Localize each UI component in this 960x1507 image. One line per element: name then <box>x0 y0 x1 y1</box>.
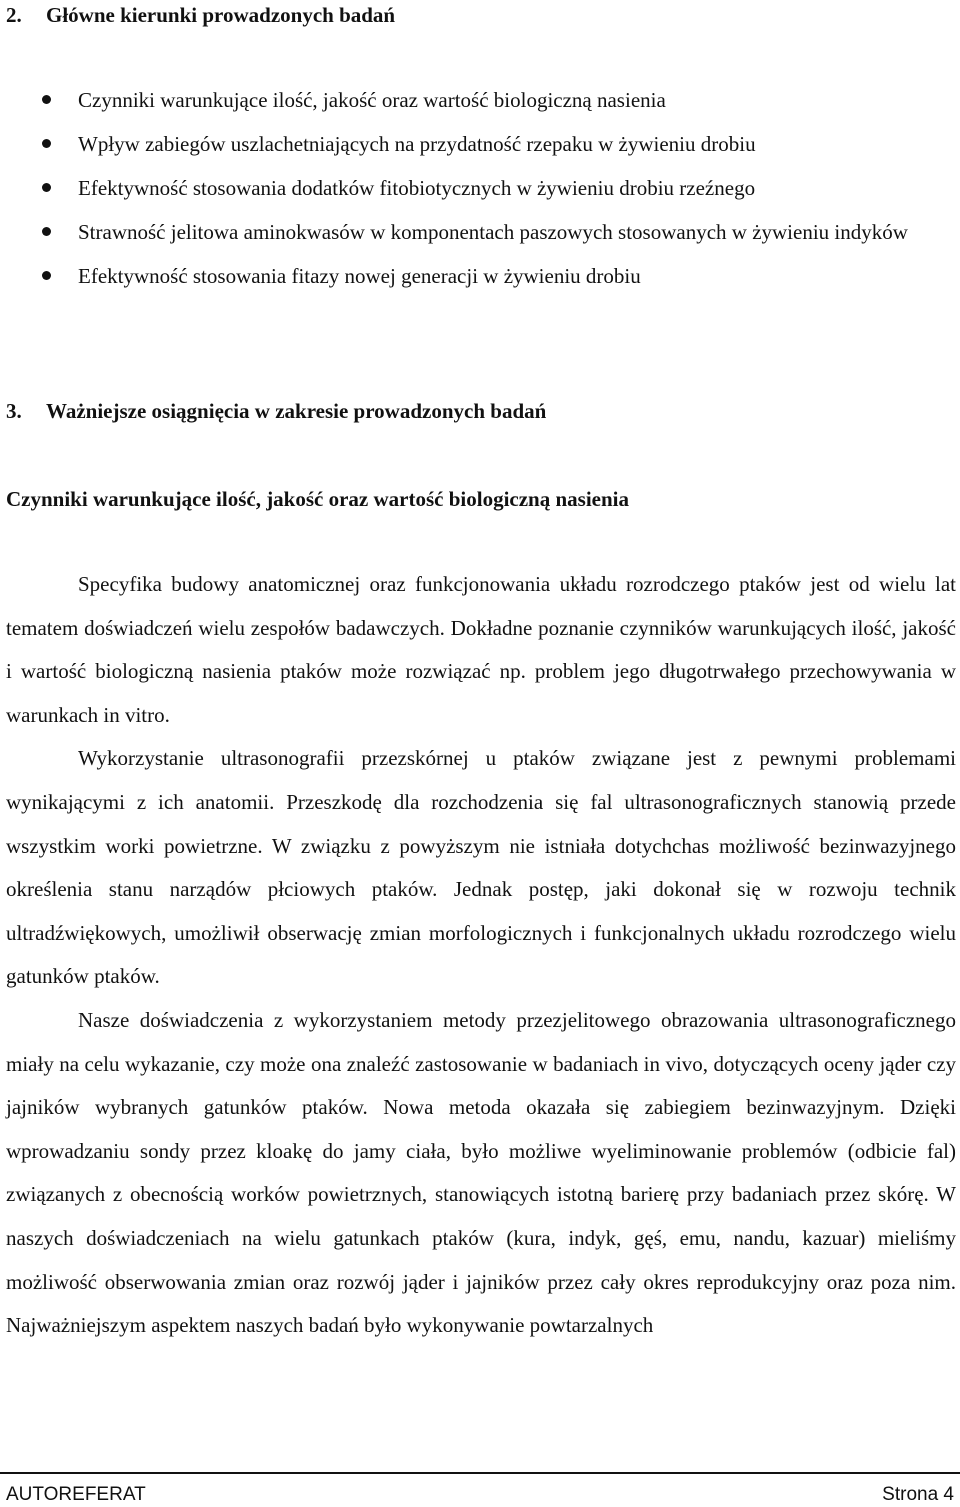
section-2-title: Główne kierunki prowadzonych badań <box>46 3 396 27</box>
section-2-number: 2. <box>6 3 22 27</box>
list-item <box>0 254 960 298</box>
list-item-text: Czynniki warunkujące ilość, jakość oraz wartość biologiczną nasienia <box>78 88 666 112</box>
list-item <box>0 78 960 122</box>
footer-divider <box>0 1472 960 1474</box>
body-text <box>6 563 956 1348</box>
section-2-heading <box>6 2 395 28</box>
list-item-text: Efektywność stosowania dodatków fitobiotycznych w żywieniu drobiu rzeźnego <box>78 176 756 200</box>
subsection-title: Czynniki warunkujące ilość, jakość oraz wartość biologiczną nasienia <box>6 487 629 511</box>
bullet-icon <box>42 95 51 104</box>
list-item <box>0 210 960 254</box>
list-item <box>0 166 960 210</box>
section-3-number: 3. <box>6 399 22 423</box>
paragraph: Wykorzystanie ultrasonografii przezskórnej u ptaków związane jest z pewnymi problemami wynikającymi z ich anatomii. Przeszkodę dla rozchodzenia się fal ultrasonograficznych stanowią przede wszystkim worki powietrzne. W związku z powyższym nie istniała dotychchas możliwość bezinwazyjnego określenia stanu narządów płciowych ptaków. Jednak postęp, jaki dokonał się w rozwoju technik ultradźwiękowych, umożliwił obserwację zmian morfologicznych i funkcjonalnych układu rozrodczego wielu gatunków ptaków. <box>6 746 956 989</box>
list-item-text: Strawność jelitowa aminokwasów w komponentach paszowych stosowanych w żywieniu indyków <box>78 220 908 244</box>
list-item <box>0 122 960 166</box>
bullet-icon <box>42 183 51 192</box>
bullet-icon <box>42 227 51 236</box>
bullet-icon <box>42 271 51 280</box>
footer-page-number: Strona 4 <box>882 1484 954 1505</box>
research-directions-list <box>0 78 960 298</box>
list-item-text: Wpływ zabiegów uszlachetniających na przydatność rzepaku w żywieniu drobiu <box>78 132 756 156</box>
footer-document-title: AUTOREFERAT <box>6 1484 146 1505</box>
section-3-title: Ważniejsze osiągnięcia w zakresie prowadzonych badań <box>46 399 547 423</box>
section-3-heading <box>6 398 546 424</box>
paragraph: Specyfika budowy anatomicznej oraz funkcjonowania układu rozrodczego ptaków jest od wielu lat tematem doświadczeń wielu zespołów badawczych. Dokładne poznanie czynników warunkujących ilość, jakość i wartość biologiczną nasienia ptaków może rozwiązać np. problem jego długotrwałego przechowywania w warunkach in vitro. <box>6 572 956 727</box>
bullet-icon <box>42 139 51 148</box>
list-item-text: Efektywność stosowania fitazy nowej generacji w żywieniu drobiu <box>78 264 641 288</box>
paragraph: Nasze doświadczenia z wykorzystaniem metody przezjelitowego obrazowania ultrasonograficznego miały na celu wykazanie, czy może ona znaleźć zastosowanie w badaniach in vivo, dotyczących oceny jąder czy jajników wybranych gatunków ptaków. Nowa metoda okazała się zabiegiem bezinwazyjnym. Dzięki wprowadzaniu sondy przez kloakę do jamy ciała, było możliwe wyeliminowanie problemów (odbicie fal) związanych z obecnością worków powietrznych, stanowiących istotną barierę przy badaniach przez skórę. W naszych doświadczeniach na wielu gatunkach ptaków (kura, indyk, gęś, emu, nandu, kazuar) mieliśmy możliwość obserwowania zmian oraz rozwój jąder i jajników przez cały okres reprodukcyjny oraz poza nim. Najważniejszym aspektem naszych badań było wykonywanie powtarzalnych <box>6 1007 956 1338</box>
